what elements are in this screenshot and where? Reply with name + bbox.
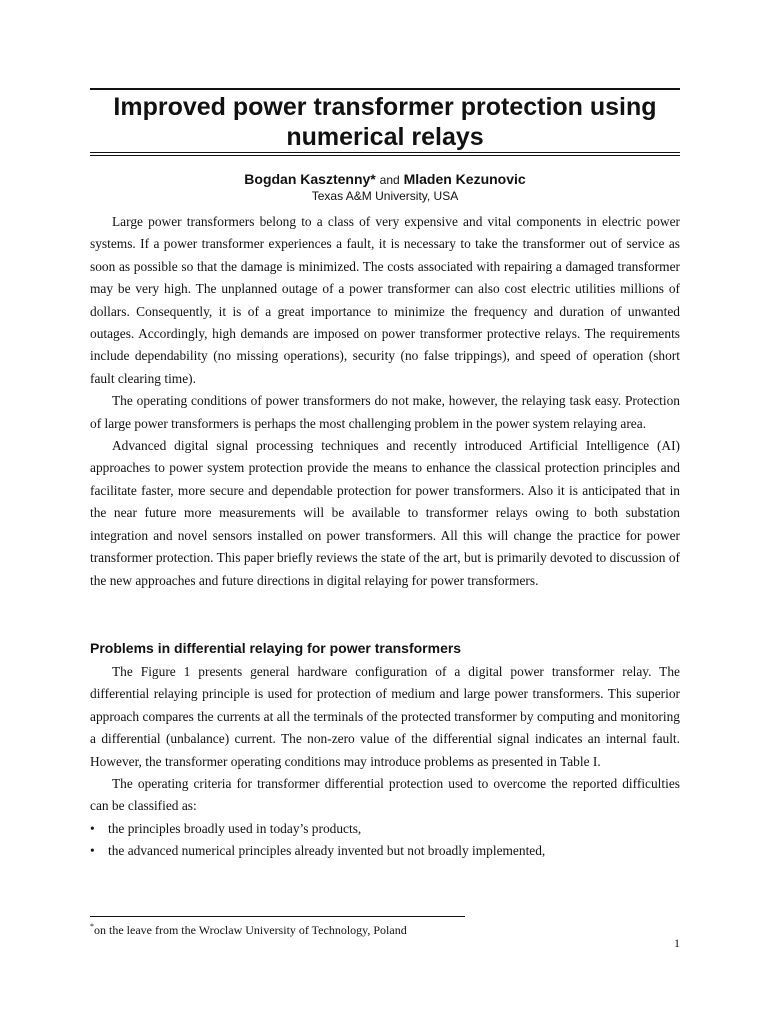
list-item-text: the advanced numerical principles already invented but not broadly implemented, <box>108 843 546 859</box>
bullet-icon: • <box>90 843 95 859</box>
list-item <box>90 818 680 840</box>
list-item-text: the principles broadly used in today’s products, <box>108 820 362 836</box>
title-rule-bottom-second <box>90 155 680 156</box>
footnote-marker: * <box>90 922 94 931</box>
section-heading: Problems in differential relaying for power transformers <box>90 640 462 656</box>
section-paragraph-2: The operating criteria for transformer differential protection used to overcome the reported difficulties can be classified as: <box>90 776 680 814</box>
footnote-rule <box>90 916 465 917</box>
title-rule-top <box>90 88 680 90</box>
author-1: Bogdan Kasztenny* <box>244 171 376 187</box>
page-number: 1 <box>674 936 680 950</box>
title-rule-bottom <box>90 152 680 153</box>
author-line <box>90 170 680 189</box>
introduction <box>90 211 680 592</box>
paper-title: Improved power transformer protection using numerical relays <box>113 93 657 151</box>
author-2: Mladen Kezunovic <box>403 171 526 187</box>
affiliation: Texas A&M University, USA <box>311 189 459 203</box>
list-item <box>90 840 680 862</box>
bullet-icon: • <box>90 820 95 836</box>
criteria-list <box>90 818 680 863</box>
section-body <box>90 661 680 863</box>
intro-paragraph-1: Large power transformers belong to a class of very expensive and vital components in electric power systems. If a power transformer experiences a fault, it is necessary to take the transformer out of service as soon as possible so that the damage is minimized. The costs associated with repairing a damaged transformer may be very high. The unplanned outage of a power transformer can also cost electric utilities millions of dollars. Consequently, it is of a great importance to minimize the frequency and duration of unwanted outages. Accordingly, high demands are imposed on power transformer protective relays. The requirements include dependability (no missing operations), security (no false trippings), and speed of operation (short fault clearing time). <box>90 214 680 386</box>
author-conjunction: and <box>379 173 400 187</box>
intro-paragraph-2: The operating conditions of power transformers do not make, however, the relaying task easy. Protection of large power transformers is perhaps the most challenging problem in the power system relaying area. <box>90 393 680 431</box>
footnote-text: on the leave from the Wroclaw University of Technology, Poland <box>94 923 407 937</box>
footnote <box>90 919 407 938</box>
intro-paragraph-3: Advanced digital signal processing techniques and recently introduced Artificial Intelligence (AI) approaches to power system protection provide the means to enhance the classical protection principles and facilitate faster, more secure and dependable protection for power transformers. Also it is anticipated that in the near future more measurements will be available to transformer relays owing to both substation integration and novel sensors installed on power transformers. All this will change the practice for power transformer protection. This paper briefly reviews the state of the art, but is primarily devoted to discussion of the new approaches and future directions in digital relaying for power transformers. <box>90 438 680 588</box>
section-paragraph-1: The Figure 1 presents general hardware configuration of a digital power transformer relay. The differential relaying principle is used for protection of medium and large power transformers. This superior approach compares the currents at all the terminals of the protected transformer by computing and monitoring a differential (unbalance) current. The non-zero value of the differential signal indicates an internal fault. However, the transformer operating conditions may introduce problems as presented in Table I. <box>90 664 680 769</box>
